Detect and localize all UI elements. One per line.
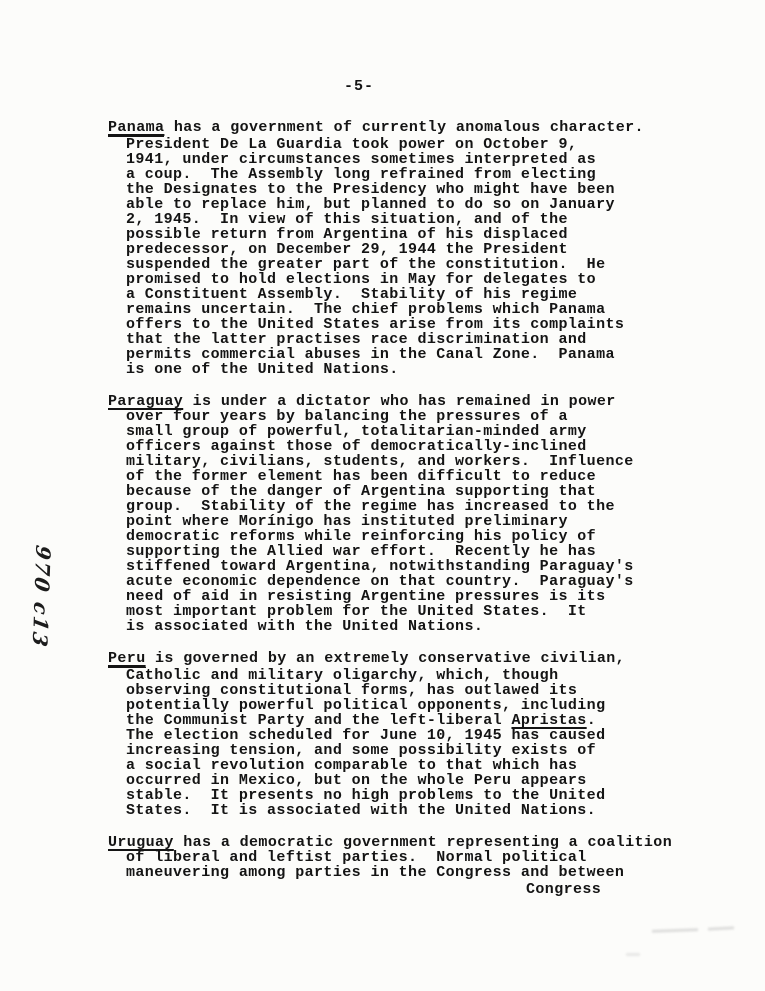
paragraph-line: military, civilians, students, and workers. Influence	[126, 453, 634, 470]
paragraph-line: the Designates to the Presidency who might have been	[126, 181, 615, 198]
paragraph-line: potentially powerful political opponents, including	[126, 697, 606, 714]
paragraph-peru	[108, 651, 708, 818]
scan-smudge	[626, 953, 640, 956]
paragraph-uruguay	[108, 835, 708, 880]
paragraph-line: point where Morínigo has instituted preliminary	[126, 513, 568, 530]
paragraph-line: group. Stability of the regime has increased to the	[126, 498, 615, 515]
paragraph-line: a Constituent Assembly. Stability of his regime	[126, 286, 578, 303]
paragraph-line: predecessor, on December 29, 1944 the President	[126, 241, 568, 258]
paragraph-line: most important problem for the United States. It	[126, 603, 587, 620]
paragraph-line: suspended the greater part of the constitution. He	[126, 256, 606, 273]
first-line-text: is governed by an extremely conservative civilian,	[145, 650, 626, 667]
paragraph-line: 1941, under circumstances sometimes interpreted as	[126, 151, 597, 168]
paragraph-line: a social revolution comparable to that which has	[126, 757, 578, 774]
paragraph-line: that the latter practises race discrimination and	[126, 331, 587, 348]
paragraph-first-line	[108, 651, 708, 668]
paragraph-line: over four years by balancing the pressures of a	[126, 408, 568, 425]
paragraph-line: officers against those of democratically-inclined	[126, 438, 587, 455]
paragraph-first-line	[108, 394, 708, 409]
paragraph-line: Catholic and military oligarchy, which, though	[126, 667, 559, 684]
paragraph-line: permits commercial abuses in the Canal Zone. Panama	[126, 346, 615, 363]
paragraph-first-line	[108, 120, 708, 137]
paragraph-lines	[108, 137, 708, 377]
paragraph-line	[108, 713, 708, 728]
paragraph-lines	[108, 850, 708, 880]
paragraph-line: of the former element has been difficult to reduce	[126, 468, 597, 485]
country-term-panama: Panama	[108, 119, 165, 136]
paragraph-paraguay	[108, 394, 708, 634]
paragraph-line: stiffened toward Argentina, notwithstanding Paraguay's	[126, 558, 634, 575]
paragraph-line: 2, 1945. In view of this situation, and of the	[126, 211, 568, 228]
country-term-uruguay: Uruguay	[108, 834, 174, 851]
underlined-word: Apristas	[511, 712, 587, 729]
paragraph-line: small group of powerful, totalitarian-minded army	[126, 423, 587, 440]
paragraph-line: is associated with the United Nations.	[126, 618, 484, 635]
paragraph-line: offers to the United States arise from its complaints	[126, 316, 625, 333]
paragraph-first-line	[108, 835, 708, 850]
paragraph-line: of liberal and leftist parties. Normal political	[126, 849, 587, 866]
paragraph-line: democratic reforms while reinforcing his policy of	[126, 528, 597, 545]
line-text: the Communist Party and the left-liberal	[126, 712, 512, 729]
paragraph-line: supporting the Allied war effort. Recently he has	[126, 543, 597, 560]
document-body	[108, 120, 708, 897]
paragraph-line: observing constitutional forms, has outlawed its	[126, 682, 578, 699]
first-line-text: is under a dictator who has remained in power	[183, 393, 616, 410]
paragraph-line: stable. It presents no high problems to the United	[126, 787, 606, 804]
paragraph-lines	[108, 668, 708, 818]
paragraph-lines	[108, 409, 708, 634]
paragraph-line: maneuvering among parties in the Congress and between	[126, 864, 625, 881]
paragraph-line: increasing tension, and some possibility exists of	[126, 742, 597, 759]
paragraph-line: able to replace him, but planned to do so on January	[126, 196, 615, 213]
country-term-peru: Peru	[108, 650, 146, 667]
scan-smudge	[708, 926, 734, 930]
paragraph-line: remains uncertain. The chief problems which Panama	[126, 301, 606, 318]
paragraph-line: possible return from Argentina of his displaced	[126, 226, 568, 243]
paragraph-line: need of aid in resisting Argentine pressures is its	[126, 588, 606, 605]
paragraph-panama	[108, 120, 708, 377]
page-number: -5-	[344, 78, 375, 95]
catchword: Congress	[526, 881, 602, 898]
paragraph-line: promised to hold elections in May for delegates to	[126, 271, 597, 288]
paragraph-line: The election scheduled for June 10, 1945 has caused	[126, 727, 606, 744]
paragraph-line: acute economic dependence on that country. Paraguay's	[126, 573, 634, 590]
paragraph-line: occurred in Mexico, but on the whole Peru appears	[126, 772, 587, 789]
paragraph-line: States. It is associated with the United Nations.	[126, 802, 597, 819]
scan-smudge	[652, 928, 698, 933]
first-line-text: has a government of currently anomalous character.	[164, 119, 644, 136]
paragraph-line: is one of the United Nations.	[126, 361, 399, 378]
first-line-text: has a democratic government representing a coalition	[173, 834, 673, 851]
country-term-paraguay: Paraguay	[108, 393, 184, 410]
paragraph-line: a coup. The Assembly long refrained from electing	[126, 166, 597, 183]
line-text: .	[586, 712, 597, 729]
handwritten-margin-note: 970 c13	[27, 543, 56, 651]
paragraph-line: President De La Guardia took power on October 9,	[126, 136, 578, 153]
paragraph-line: because of the danger of Argentina supporting that	[126, 483, 597, 500]
